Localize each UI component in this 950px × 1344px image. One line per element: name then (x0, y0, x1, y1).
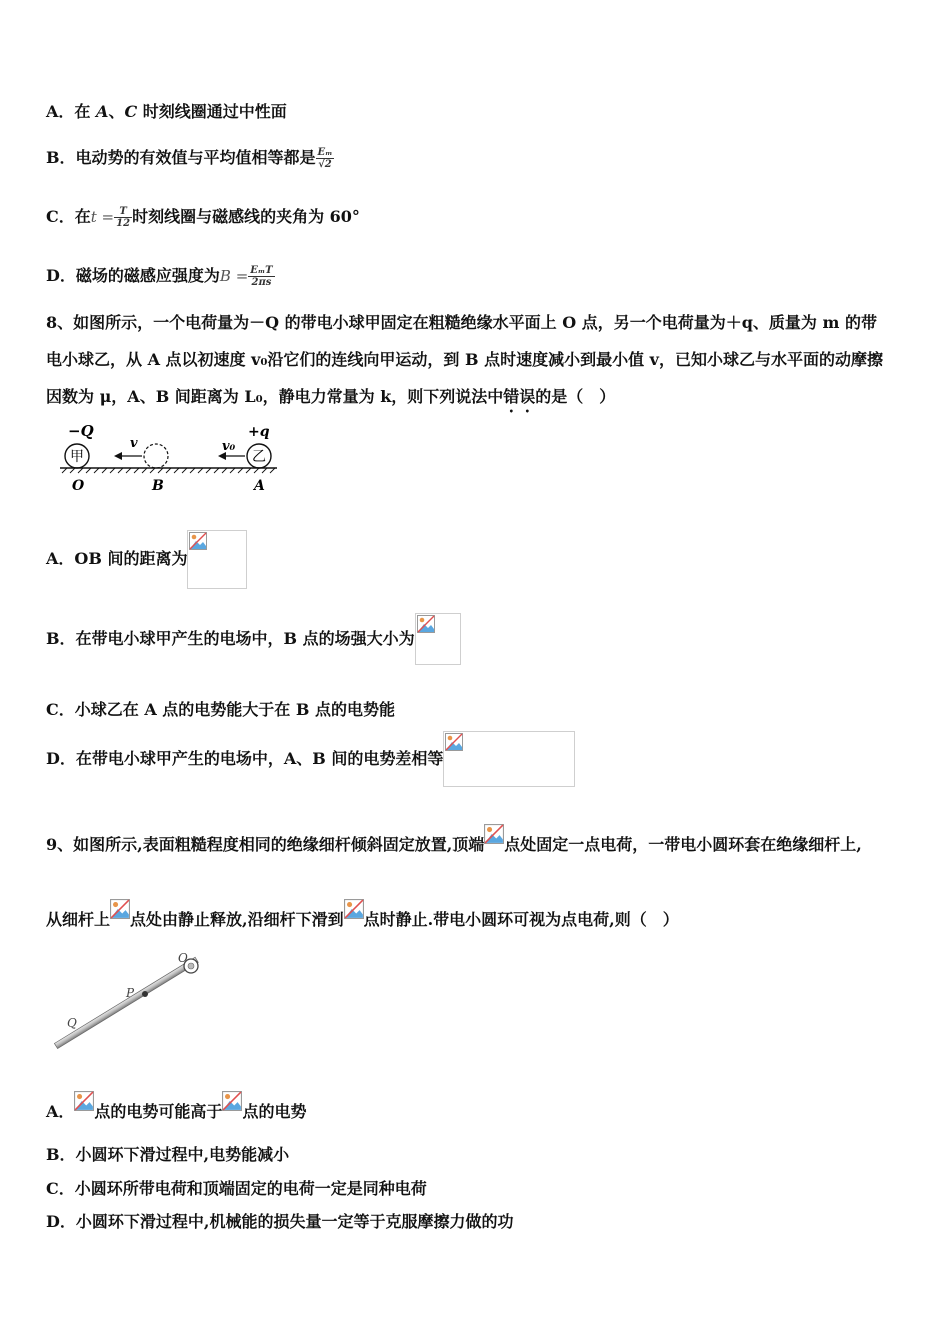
label-pos-q: +q (248, 424, 270, 440)
fraction-em-sqrt2 (316, 147, 335, 170)
option-text-rest: 时刻线圈通过中性面 (137, 102, 287, 121)
q8-stem-line2: 电小球乙，从 A 点以初速度 v₀沿它们的连线向甲运动，到 B 点时速度减小到最小值 v，已知小球乙与水平面的动摩擦 (46, 350, 883, 369)
option-label: D． (46, 1212, 76, 1231)
option-text: 小圆环所带电荷和顶端固定的电荷一定是同种电荷 (74, 1179, 427, 1198)
fraction-numerator: T (114, 206, 132, 218)
stem-text: 点处固定一点电荷，一带电小圆环套在绝缘细杆上, (504, 835, 862, 854)
q9-option-a (46, 1097, 306, 1122)
emphasized-word: 错误 (503, 387, 536, 406)
ball-dashed-b (144, 444, 168, 468)
option-label: C． (46, 207, 75, 226)
q7-option-c (46, 206, 360, 229)
broken-image-icon (344, 899, 364, 919)
q8-stem-line1: 8、如图所示，一个电荷量为－Q 的带电小球甲固定在粗糙绝缘水平面上 O 点，另一个电荷量为＋q、质量为 m 的带 (46, 313, 877, 332)
option-label: D． (46, 749, 76, 768)
label-p: P (126, 986, 135, 1000)
point-a: A (96, 102, 109, 121)
ground-hatch (62, 468, 275, 473)
label-q: Q (67, 1016, 77, 1030)
q8-figure (56, 420, 281, 495)
option-label: A． (46, 102, 75, 121)
option-label: A． (46, 549, 75, 568)
q9-option-c (46, 1179, 427, 1199)
q8-option-b (46, 613, 461, 665)
point-c: C (124, 102, 138, 121)
q7-option-a (46, 102, 287, 122)
broken-image-placeholder (187, 530, 247, 589)
stem-text: 因数为 μ，A、B 间距离为 L₀，静电力常量为 k，则下列说法中 (46, 387, 504, 406)
option-text: 电动势的有效值与平均值相等都是 (75, 148, 316, 167)
label-neg-q: −Q (68, 422, 94, 440)
arrowhead-v (114, 452, 122, 460)
label-v0: v₀ (222, 439, 236, 454)
point-charge-core (188, 963, 194, 969)
broken-image-icon (417, 615, 435, 633)
stem-text: 从细杆上 (46, 910, 111, 929)
math-t-equals: t = (90, 208, 115, 226)
option-text: 在 (74, 207, 91, 226)
q8-option-c (46, 700, 395, 720)
label-jia: 甲 (70, 449, 84, 465)
label-yi: 乙 (252, 449, 266, 465)
option-label: B． (46, 1145, 76, 1164)
q8-option-a (46, 529, 247, 589)
label-a: A (254, 478, 265, 494)
label-b: B (152, 478, 164, 494)
option-label: A． (46, 1102, 75, 1121)
math-b-equals: B = (219, 267, 249, 285)
stem-text: 点时静止.带电小圆环可视为点电荷,则（ ） (363, 910, 679, 929)
broken-image-icon (222, 1091, 242, 1111)
option-label: D． (46, 266, 76, 285)
option-text: 小球乙在 A 点的电势能大于在 B 点的电势能 (74, 700, 395, 719)
separator: 、 (108, 102, 125, 121)
q9-option-d (46, 1212, 513, 1232)
broken-image-icon (74, 1091, 94, 1111)
option-label: B． (46, 629, 76, 648)
option-text: OB 间的距离为 (74, 549, 188, 568)
q7-option-d (46, 265, 275, 288)
option-text: 小圆环下滑过程中,电势能减小 (75, 1145, 290, 1164)
option-label: C． (46, 700, 75, 719)
broken-image-icon (110, 899, 130, 919)
option-text: 小圆环下滑过程中,机械能的损失量一定等于克服摩擦力做的功 (75, 1212, 514, 1231)
stem-text-end: 的是（ ） (535, 387, 616, 406)
fraction-denominator: √2 (318, 159, 332, 170)
broken-image-icon (189, 532, 207, 550)
q9-option-b (46, 1145, 289, 1165)
option-text: 在带电小球甲产生的电场中，A、B 间的电势差相等 (75, 749, 444, 768)
fraction-emt-2pis (248, 265, 274, 288)
ring-p (142, 991, 148, 997)
broken-image-icon (445, 733, 463, 751)
option-label: B． (46, 148, 76, 167)
broken-image-placeholder (443, 731, 575, 787)
label-o: O (178, 951, 188, 965)
stem-text: 点处由静止释放,沿细杆下滑到 (130, 910, 344, 929)
label-o: O (72, 478, 85, 494)
q8-option-d (46, 731, 575, 787)
option-text: 在带电小球甲产生的电场中，B 点的场强大小为 (75, 629, 415, 648)
q7-option-b (46, 147, 334, 170)
rod (54, 957, 198, 1048)
fraction-numerator: EₘT (250, 265, 273, 276)
fraction-denominator: 2πs (251, 277, 272, 288)
q9-figure (48, 950, 208, 1055)
q9-stem-line2 (46, 905, 679, 930)
broken-image-icon (484, 824, 504, 844)
option-text-rest: 时刻线圈与磁感线的夹角为 60° (132, 207, 360, 226)
option-text: 磁场的磁感应强度为 (75, 266, 220, 285)
option-text: 点的电势可能高于 (94, 1102, 223, 1121)
option-label: C． (46, 1179, 75, 1198)
fraction-t-12 (114, 206, 132, 229)
broken-image-placeholder (415, 613, 461, 665)
stem-text: 9、如图所示,表面粗糙程度相同的绝缘细杆倾斜固定放置,顶端 (46, 835, 485, 854)
q9-stem-line1 (46, 830, 862, 855)
label-v: v (130, 436, 138, 451)
option-text: 点的电势 (242, 1102, 307, 1121)
q8-stem-line3 (46, 387, 615, 416)
fraction-numerator: Eₘ (317, 147, 333, 158)
option-text: 在 (74, 102, 91, 121)
fraction-denominator: 12 (116, 218, 131, 229)
